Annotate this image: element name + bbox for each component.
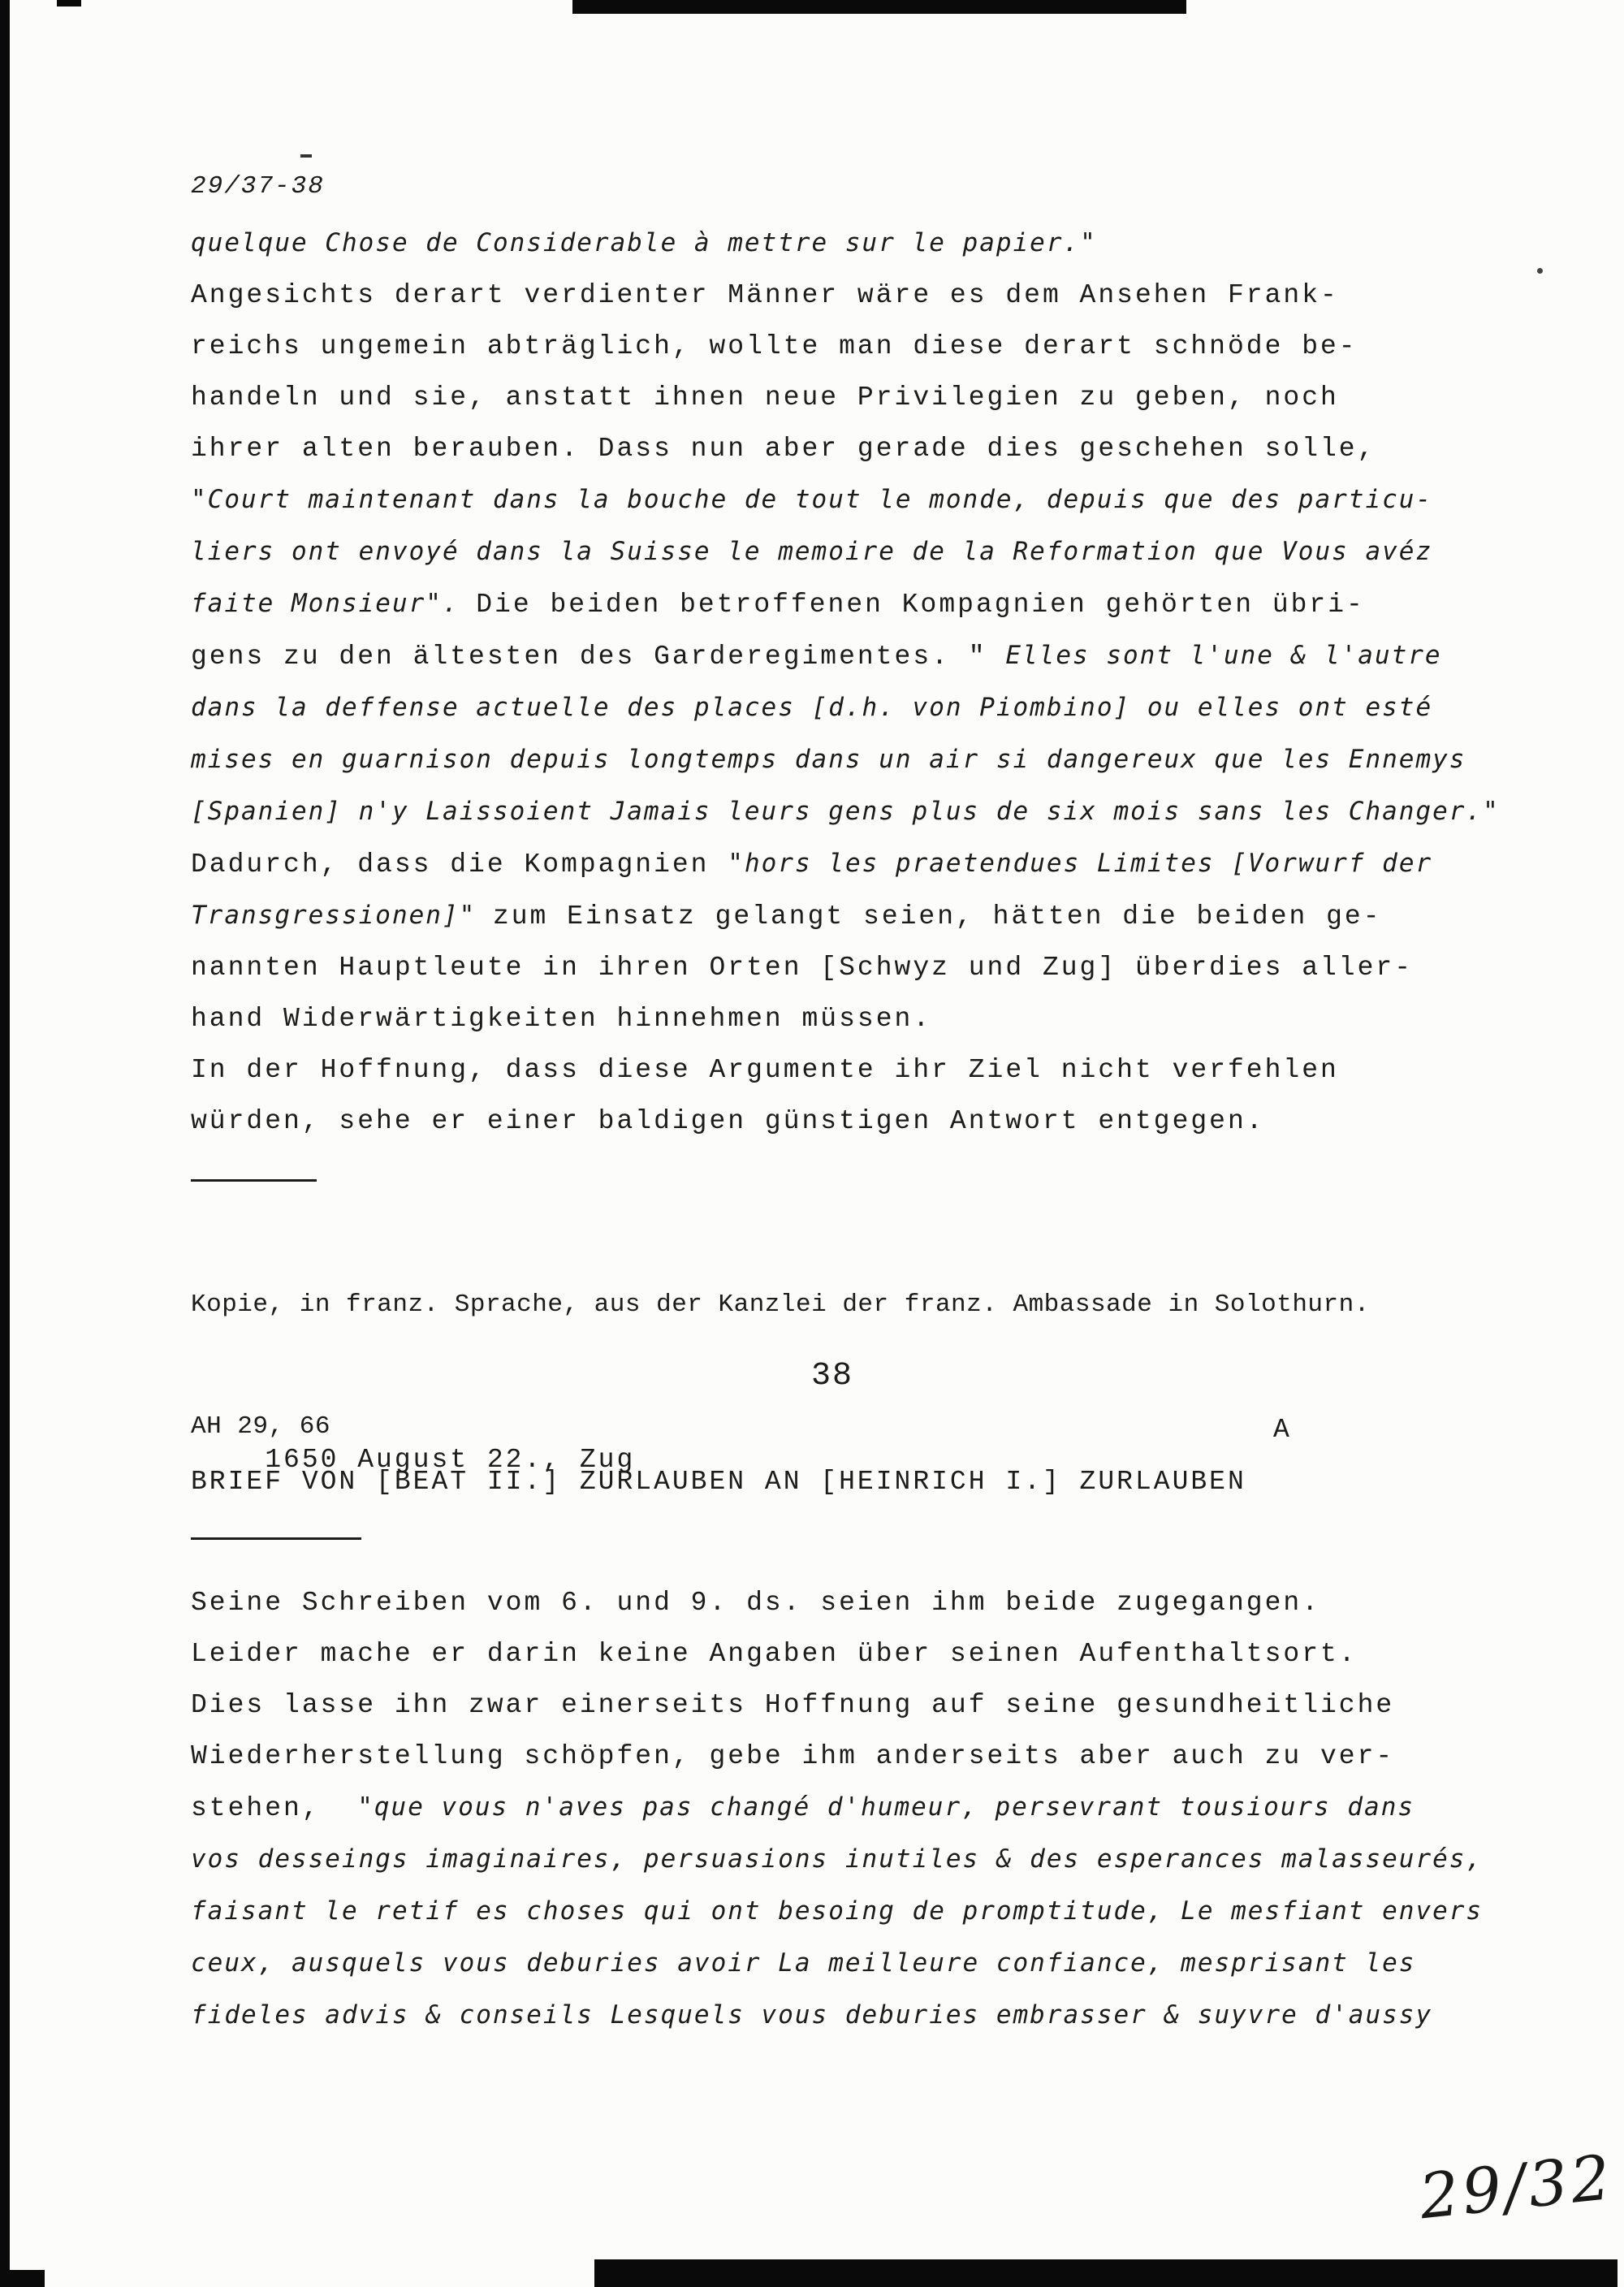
text-segment-italic: mises en guarnison depuis longtemps dans un air si dangereux que les Ennemys bbox=[191, 745, 1466, 774]
text-segment-italic: dans la deffense actuelle des places [d.h. von Piombino] ou elles ont esté bbox=[191, 693, 1433, 722]
text-segment-italic: quelque Chose de Considerable à mettre sur le papier." bbox=[191, 228, 1097, 257]
scan-artifact-speck bbox=[1537, 268, 1543, 274]
text-segment-regular: nannten Hauptleute in ihren Orten [Schwyz und Zug] überdies aller- bbox=[191, 953, 1414, 983]
text-segment-italic: [Spanien] n'y Laissoient Jamais leurs gens plus de six mois sans les Changer." bbox=[191, 797, 1500, 826]
text-line bbox=[191, 526, 1474, 578]
source-note-line: AH 29, 66 bbox=[191, 1412, 330, 1441]
text-line bbox=[191, 423, 1474, 474]
text-segment-italic: "que vous n'aves pas changé d'humeur, persevrant tousiours dans bbox=[357, 1792, 1415, 1822]
text-segment-regular: gens zu den ältesten des Garderegimentes. " bbox=[191, 642, 1006, 672]
document-number: 38 bbox=[810, 1358, 853, 1394]
text-segment-regular: Dies lasse ihn zwar einerseits Hoffnung auf seine gesundheitliche bbox=[191, 1690, 1395, 1720]
scan-artifact-stray-dash bbox=[300, 154, 312, 158]
text-line bbox=[191, 321, 1474, 372]
text-line bbox=[191, 630, 1474, 682]
handwritten-page-mark: 29/32 bbox=[1416, 2140, 1618, 2233]
text-line bbox=[191, 474, 1474, 526]
text-segment-regular: Dadurch, dass die Kompagnien bbox=[191, 850, 728, 880]
text-segment-regular: ihrer alten berauben. Dass nun aber gerade dies geschehen solle, bbox=[191, 434, 1376, 464]
text-segment-regular: Leider mache er darin keine Angaben über seinen Aufenthaltsort. bbox=[191, 1639, 1358, 1669]
text-line bbox=[191, 218, 1474, 270]
dateline-text: 1650 August 22., Zug bbox=[265, 1445, 636, 1475]
text-line bbox=[191, 1096, 1474, 1147]
text-line bbox=[191, 372, 1474, 423]
text-segment-regular: handeln und sie, anstatt ihnen neue Privilegien zu geben, noch bbox=[191, 383, 1339, 413]
text-segment-regular: zum Einsatz gelangt seien, hätten die beiden ge- bbox=[492, 901, 1382, 932]
document-38-body bbox=[191, 1577, 1484, 2042]
page-reference: 29/37-38 bbox=[191, 172, 325, 201]
document-title: BRIEF VON [BEAT II.] ZURLAUBEN AN [HEINRICH I.] ZURLAUBEN bbox=[191, 1467, 1246, 1497]
scan-artifact-bottom-bar bbox=[594, 2259, 1618, 2287]
text-segment-italic: "hors les praetendues Limites [Vorwurf der bbox=[728, 849, 1433, 878]
text-segment-italic: faite Monsieur". bbox=[191, 589, 477, 618]
text-line bbox=[191, 682, 1474, 734]
scan-artifact-bottom-left-mark bbox=[0, 2270, 45, 2287]
text-line bbox=[191, 1680, 1474, 1731]
text-segment-italic: "Court maintenant dans la bouche de tout le monde, depuis que des particu- bbox=[191, 485, 1433, 514]
text-line bbox=[191, 1886, 1484, 1938]
siglum: A bbox=[1273, 1415, 1292, 1445]
text-line bbox=[191, 1044, 1474, 1096]
text-segment-italic: Transgressionen]" bbox=[191, 901, 493, 930]
text-line bbox=[191, 942, 1474, 993]
text-segment-regular: stehen, bbox=[191, 1793, 358, 1823]
text-line bbox=[191, 1782, 1474, 1834]
text-line bbox=[191, 1938, 1474, 1990]
text-line bbox=[191, 734, 1474, 786]
document-37-body bbox=[191, 218, 1500, 1147]
text-segment-regular: würden, sehe er einer baldigen günstigen Antwort entgegen. bbox=[191, 1106, 1265, 1136]
text-line bbox=[191, 993, 1474, 1044]
text-segment-italic: liers ont envoyé dans la Suisse le memoire de la Reformation que Vous avéz bbox=[191, 537, 1433, 566]
text-line bbox=[191, 270, 1474, 321]
text-line bbox=[191, 786, 1500, 838]
scan-artifact-top-bar bbox=[572, 0, 1186, 14]
separator-rule-2 bbox=[191, 1537, 361, 1540]
scan-artifact-left-edge bbox=[0, 0, 10, 2287]
text-line bbox=[191, 1731, 1474, 1782]
text-segment-regular: Die beiden betroffenen Kompagnien gehörten übri- bbox=[476, 590, 1365, 620]
text-segment-regular: In der Hoffnung, dass diese Argumente ihr Ziel nicht verfehlen bbox=[191, 1055, 1339, 1085]
text-segment-regular: Wiederherstellung schöpfen, gebe ihm anderseits aber auch zu ver- bbox=[191, 1741, 1395, 1771]
text-line bbox=[191, 1628, 1474, 1680]
text-segment-italic: ceux, ausquels vous deburies avoir La meilleure confiance, mesprisant les bbox=[191, 1948, 1416, 1978]
text-segment-italic: faisant le retif es choses qui ont besoing de promptitude, Le mesfiant envers bbox=[191, 1896, 1484, 1926]
text-line bbox=[191, 1834, 1484, 1886]
text-segment-regular: reichs ungemein abträglich, wollte man diese derart schnöde be- bbox=[191, 331, 1358, 361]
text-line bbox=[191, 1577, 1474, 1628]
text-segment-regular: hand Widerwärtigkeiten hinnehmen müssen. bbox=[191, 1004, 932, 1034]
text-segment-regular: Seine Schreiben vom 6. und 9. ds. seien ihm beide zugegangen. bbox=[191, 1588, 1320, 1618]
separator-rule-1 bbox=[191, 1179, 317, 1182]
text-line bbox=[191, 578, 1474, 630]
text-segment-italic: vos desseings imaginaires, persuasions inutiles & des esperances malasseurés, bbox=[191, 1844, 1484, 1874]
source-note-line: Kopie, in franz. Sprache, aus der Kanzlei der franz. Ambassade in Solothurn. bbox=[191, 1290, 1370, 1319]
text-line bbox=[191, 890, 1474, 942]
text-segment-italic: fideles advis & conseils Lesquels vous deburies embrasser & suyvre d'aussy bbox=[191, 2000, 1433, 2030]
scan-artifact-top-left-mark bbox=[57, 0, 81, 6]
text-segment-italic: Elles sont l'une & l'autre bbox=[1005, 641, 1442, 670]
text-segment-regular: Angesichts derart verdienter Männer wäre es dem Ansehen Frank- bbox=[191, 280, 1339, 310]
text-line bbox=[191, 838, 1474, 890]
text-line bbox=[191, 1990, 1474, 2042]
